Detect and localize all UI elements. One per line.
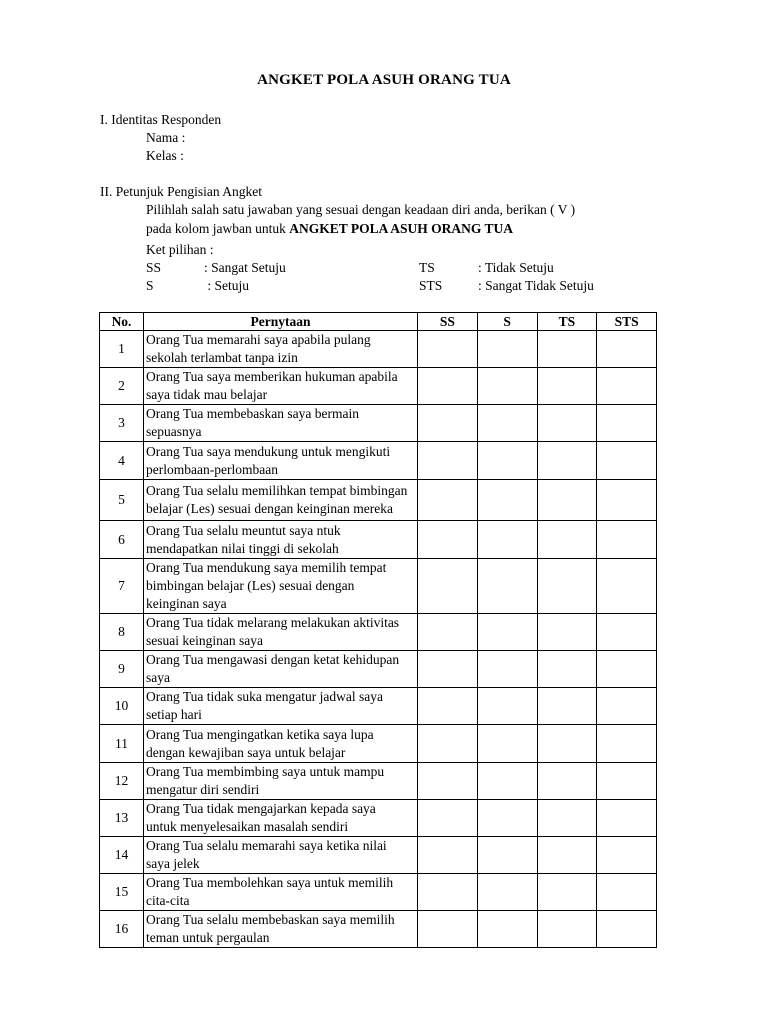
- instruction-line-2: [146, 220, 513, 237]
- row-number: 3: [100, 405, 144, 442]
- row-statement: [144, 368, 418, 405]
- answer-cell-s[interactable]: [477, 331, 537, 368]
- answer-cell-ts[interactable]: [537, 874, 597, 911]
- statement-line: cita-cita: [146, 893, 190, 908]
- table-row: [100, 614, 657, 651]
- row-number: 8: [100, 614, 144, 651]
- statement-line: teman untuk pergaulan: [146, 930, 270, 945]
- statement-line: Orang Tua membimbing saya untuk mampu: [146, 764, 385, 779]
- answer-cell-s[interactable]: [477, 614, 537, 651]
- header-sts: STS: [597, 313, 657, 331]
- answer-cell-ss[interactable]: [418, 688, 478, 725]
- row-statement: [144, 763, 418, 800]
- row-statement: [144, 521, 418, 559]
- answer-cell-ss[interactable]: [418, 331, 478, 368]
- row-number: 15: [100, 874, 144, 911]
- row-statement: [144, 405, 418, 442]
- statement-line: saya jelek: [146, 856, 200, 871]
- answer-cell-ts[interactable]: [537, 521, 597, 559]
- header-pernyataan: Pernytaan: [144, 313, 418, 331]
- statement-line: Orang Tua tidak suka mengatur jadwal saya: [146, 689, 383, 704]
- row-statement: [144, 331, 418, 368]
- statement-line: setiap hari: [146, 707, 202, 722]
- statement-line: Orang Tua memarahi saya apabila pulang: [146, 332, 371, 347]
- option-desc-sts: : Sangat Tidak Setuju: [478, 278, 594, 293]
- option-code-ts: TS: [419, 260, 435, 275]
- table-row: [100, 800, 657, 837]
- field-kelas: Kelas :: [146, 148, 184, 163]
- answer-cell-ss[interactable]: [418, 614, 478, 651]
- answer-cell-sts[interactable]: [597, 688, 657, 725]
- answer-cell-s[interactable]: [477, 837, 537, 874]
- answer-cell-s[interactable]: [477, 763, 537, 800]
- answer-cell-ss[interactable]: [418, 763, 478, 800]
- answer-cell-ts[interactable]: [537, 480, 597, 521]
- table-row: [100, 442, 657, 480]
- answer-cell-s[interactable]: [477, 368, 537, 405]
- table-row: [100, 331, 657, 368]
- answer-cell-ts[interactable]: [537, 368, 597, 405]
- answer-cell-ss[interactable]: [418, 405, 478, 442]
- statement-line: Orang Tua saya memberikan hukuman apabila: [146, 369, 398, 384]
- answer-cell-ss[interactable]: [418, 480, 478, 521]
- statement-line: saya tidak mau belajar: [146, 387, 268, 402]
- row-number: 5: [100, 480, 144, 521]
- table-row: [100, 405, 657, 442]
- answer-cell-ss[interactable]: [418, 725, 478, 763]
- answer-cell-ss[interactable]: [418, 559, 478, 614]
- answer-cell-sts[interactable]: [597, 725, 657, 763]
- instruction-line-1: Pilihlah salah satu jawaban yang sesuai dengan keadaan diri anda, berikan ( V ): [146, 202, 576, 217]
- questionnaire-table: [99, 312, 657, 948]
- statement-line: Orang Tua selalu memilihkan tempat bimbingan: [146, 483, 408, 498]
- answer-cell-ts[interactable]: [537, 405, 597, 442]
- statement-line: mengatur diri sendiri: [146, 782, 260, 797]
- statement-line: sesuai keinginan saya: [146, 633, 263, 648]
- table-row: [100, 763, 657, 800]
- answer-cell-ss[interactable]: [418, 442, 478, 480]
- statement-line: saya: [146, 670, 170, 685]
- section-2-heading: II. Petunjuk Pengisian Angket: [100, 184, 262, 199]
- row-statement: [144, 688, 418, 725]
- row-statement: [144, 911, 418, 948]
- answer-cell-sts[interactable]: [597, 405, 657, 442]
- row-number: 2: [100, 368, 144, 405]
- answer-cell-s[interactable]: [477, 651, 537, 688]
- row-statement: [144, 837, 418, 874]
- header-s: S: [477, 313, 537, 331]
- row-number: 13: [100, 800, 144, 837]
- ket-pilihan-label: Ket pilihan :: [146, 242, 214, 257]
- answer-cell-sts[interactable]: [597, 800, 657, 837]
- answer-cell-ts[interactable]: [537, 651, 597, 688]
- table-row: [100, 651, 657, 688]
- answer-cell-s[interactable]: [477, 521, 537, 559]
- statement-line: mendapatkan nilai tinggi di sekolah: [146, 540, 339, 556]
- answer-cell-sts[interactable]: [597, 837, 657, 874]
- header-ts: TS: [537, 313, 597, 331]
- table-row: [100, 688, 657, 725]
- answer-cell-ts[interactable]: [537, 688, 597, 725]
- answer-cell-sts[interactable]: [597, 480, 657, 521]
- answer-cell-ss[interactable]: [418, 521, 478, 559]
- answer-cell-ss[interactable]: [418, 911, 478, 948]
- statement-line: sekolah terlambat tanpa izin: [146, 350, 298, 365]
- table-row: [100, 837, 657, 874]
- answer-cell-s[interactable]: [477, 559, 537, 614]
- option-desc-s: : Setuju: [204, 278, 250, 293]
- answer-cell-s[interactable]: [477, 688, 537, 725]
- statement-line: Orang Tua mengingatkan ketika saya lupa: [146, 726, 374, 742]
- answer-cell-ts[interactable]: [537, 614, 597, 651]
- table-row: [100, 480, 657, 521]
- answer-cell-ss[interactable]: [418, 368, 478, 405]
- row-number: 16: [100, 911, 144, 948]
- option-code-ss: SS: [146, 260, 162, 275]
- answer-cell-ss[interactable]: [418, 874, 478, 911]
- option-code-s: S: [146, 278, 154, 293]
- table-row: [100, 521, 657, 559]
- answer-cell-sts[interactable]: [597, 874, 657, 911]
- statement-line: perlombaan-perlombaan: [146, 461, 278, 477]
- statement-line: Orang Tua membebaskan saya bermain: [146, 406, 359, 421]
- row-number: 14: [100, 837, 144, 874]
- statement-line: Orang Tua tidak mengajarkan kepada saya: [146, 801, 376, 816]
- table-row: [100, 911, 657, 948]
- section-1-heading: I. Identitas Responden: [100, 112, 222, 127]
- statement-line: Orang Tua selalu meuntut saya ntuk: [146, 522, 341, 538]
- statement-line: Orang Tua tidak melarang melakukan aktivitas: [146, 615, 400, 630]
- answer-cell-s[interactable]: [477, 874, 537, 911]
- answer-cell-sts[interactable]: [597, 614, 657, 651]
- option-desc-ss: : Sangat Setuju: [204, 260, 286, 275]
- statement-line: bimbingan belajar (Les) sesuai dengan: [146, 578, 355, 593]
- answer-cell-sts[interactable]: [597, 763, 657, 800]
- row-number: 6: [100, 521, 144, 559]
- row-statement: [144, 614, 418, 651]
- answer-cell-ts[interactable]: [537, 331, 597, 368]
- row-number: 7: [100, 559, 144, 614]
- answer-cell-sts[interactable]: [597, 368, 657, 405]
- row-statement: [144, 800, 418, 837]
- row-number: 12: [100, 763, 144, 800]
- answer-cell-ts[interactable]: [537, 725, 597, 763]
- statement-line: sepuasnya: [146, 424, 202, 439]
- instruction-line-2-bold: ANGKET POLA ASUH ORANG TUA: [289, 221, 514, 236]
- table-row: [100, 725, 657, 763]
- header-ss: SS: [418, 313, 478, 331]
- document-title: ANGKET POLA ASUH ORANG TUA: [257, 72, 511, 88]
- option-desc-ts: : Tidak Setuju: [478, 260, 554, 275]
- table-row: [100, 874, 657, 911]
- answer-cell-s[interactable]: [477, 442, 537, 480]
- statement-line: belajar (Les) sesuai dengan keinginan mereka: [146, 501, 394, 516]
- row-number: 1: [100, 331, 144, 368]
- table-header-row: [100, 313, 657, 331]
- answer-cell-ts[interactable]: [537, 837, 597, 874]
- answer-cell-s[interactable]: [477, 800, 537, 837]
- statement-line: Orang Tua membolehkan saya untuk memilih: [146, 875, 394, 890]
- statement-line: Orang Tua selalu memarahi saya ketika nilai: [146, 838, 387, 853]
- statement-line: keinginan saya: [146, 596, 227, 611]
- answer-cell-ss[interactable]: [418, 837, 478, 874]
- answer-cell-ts[interactable]: [537, 911, 597, 948]
- answer-cell-ts[interactable]: [537, 442, 597, 480]
- answer-cell-s[interactable]: [477, 480, 537, 521]
- answer-cell-s[interactable]: [477, 725, 537, 763]
- answer-cell-sts[interactable]: [597, 331, 657, 368]
- instruction-line-2-text: pada kolom jawban untuk: [146, 221, 290, 236]
- statement-line: Orang Tua selalu membebaskan saya memilih: [146, 912, 395, 927]
- statement-line: untuk menyelesaikan masalah sendiri: [146, 819, 349, 834]
- answer-cell-s[interactable]: [477, 405, 537, 442]
- answer-cell-sts[interactable]: [597, 442, 657, 480]
- header-no: No.: [100, 313, 144, 331]
- statement-line: Orang Tua saya mendukung untuk mengikuti: [146, 443, 391, 459]
- statement-line: Orang Tua mendukung saya memilih tempat: [146, 560, 387, 575]
- statement-line: Orang Tua mengawasi dengan ketat kehidupan: [146, 652, 400, 667]
- option-code-sts: STS: [419, 278, 443, 293]
- row-statement: [144, 874, 418, 911]
- row-number: 9: [100, 651, 144, 688]
- answer-cell-sts[interactable]: [597, 651, 657, 688]
- field-nama: Nama :: [146, 130, 186, 145]
- answer-cell-sts[interactable]: [597, 911, 657, 948]
- row-number: 4: [100, 442, 144, 480]
- answer-cell-ss[interactable]: [418, 800, 478, 837]
- row-statement: [144, 559, 418, 614]
- table-row: [100, 559, 657, 614]
- table-row: [100, 368, 657, 405]
- answer-cell-ts[interactable]: [537, 763, 597, 800]
- row-number: 10: [100, 688, 144, 725]
- answer-cell-ss[interactable]: [418, 651, 478, 688]
- answer-cell-sts[interactable]: [597, 559, 657, 614]
- row-statement: [144, 442, 418, 480]
- row-number: 11: [100, 725, 144, 763]
- row-statement: [144, 651, 418, 688]
- answer-cell-s[interactable]: [477, 911, 537, 948]
- row-statement: [144, 480, 418, 521]
- row-statement: [144, 725, 418, 763]
- answer-cell-ts[interactable]: [537, 559, 597, 614]
- answer-cell-ts[interactable]: [537, 800, 597, 837]
- answer-cell-sts[interactable]: [597, 521, 657, 559]
- statement-line: dengan kewajiban saya untuk belajar: [146, 744, 346, 760]
